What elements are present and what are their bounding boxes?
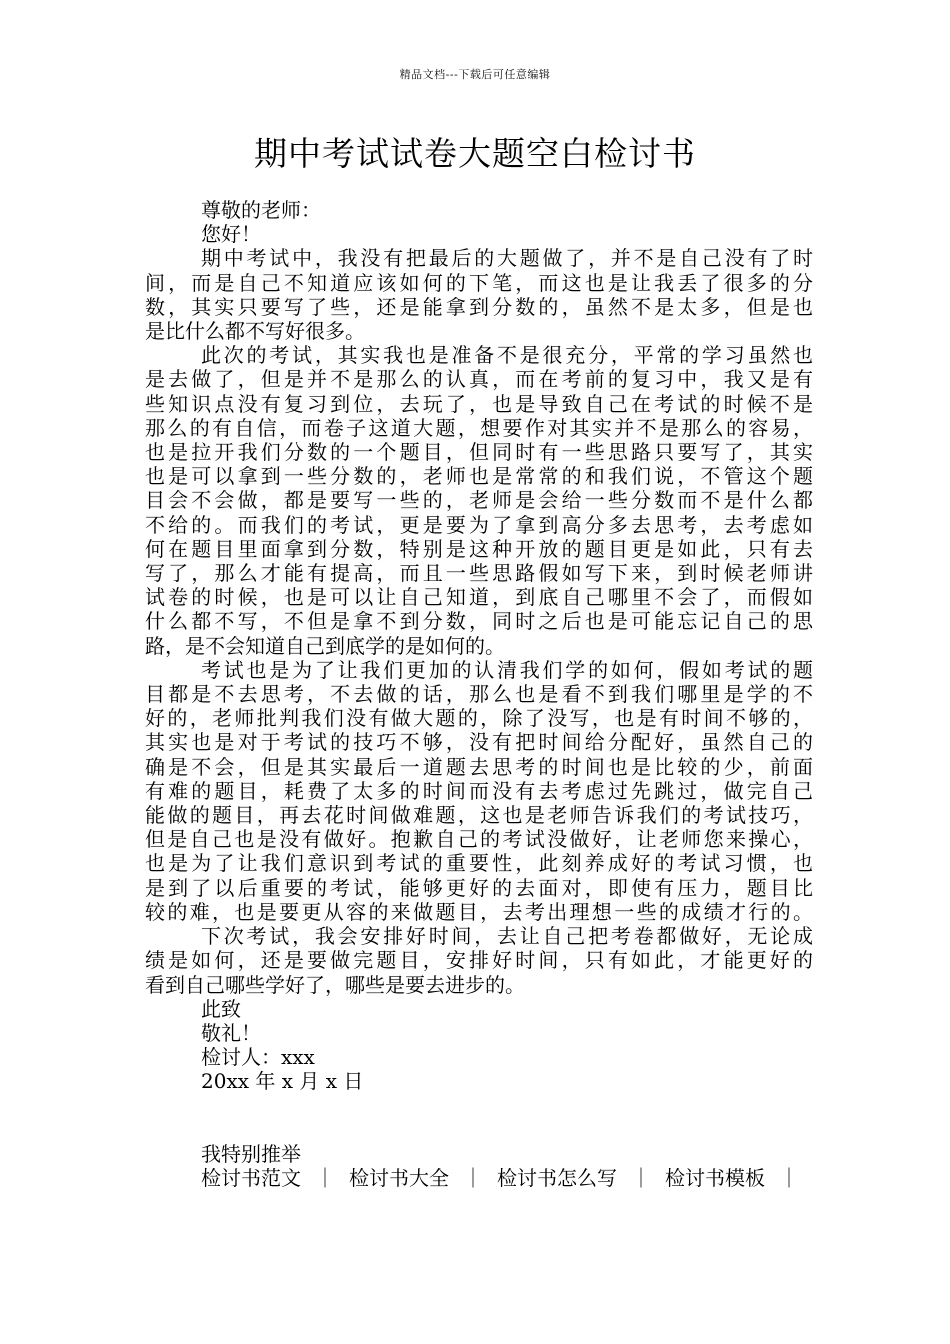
link-muban[interactable]: 检讨书模板 bbox=[665, 1165, 765, 1190]
paragraph-line: 是去做了，但是并不是那么的认真，而在考前的复习中，我又是有 bbox=[145, 367, 813, 392]
date: 20xx 年 x 月 x 日 bbox=[201, 1069, 364, 1094]
paragraph-line: 也是可以拿到一些分数的，老师也是常常的和我们说，不管这个题 bbox=[145, 464, 813, 489]
document-title: 期中考试试卷大题空白检讨书 bbox=[254, 134, 696, 173]
paragraph-line: 何在题目里面拿到分数，特别是这种开放的题目更是如此，只有去 bbox=[145, 536, 813, 561]
paragraph-line: 些知识点没有复习到位，去玩了，也是导致自己在考试的时候不是 bbox=[145, 391, 813, 416]
paragraph-line: 能做的题目，再去花时间做难题，这也是老师告诉我们的考试技巧， bbox=[145, 803, 813, 828]
paragraph-line: 数，其实只要写了些，还是能拿到分数的，虽然不是太多，但是也 bbox=[145, 294, 813, 319]
recommend-label: 我特别推举 bbox=[201, 1141, 301, 1166]
link-separator: ｜ bbox=[315, 1165, 335, 1190]
paragraph-line: 是比什么都不写好很多。 bbox=[145, 319, 365, 344]
paragraph-line: 好的，老师批判我们没有做大题的，除了没写，也是有时间不够的， bbox=[145, 706, 813, 731]
paragraph-line: 较的难，也是要更从容的来做题目，去考出理想一些的成绩才行的。 bbox=[145, 899, 813, 924]
paragraph-line: 绩是如何，还是要做完题目，安排好时间，只有如此，才能更好的 bbox=[145, 948, 813, 973]
link-separator: ｜ bbox=[779, 1165, 799, 1190]
paragraph-line: 有难的题目，耗费了太多的时间而没有去考虑过先跳过，做完自己 bbox=[145, 778, 813, 803]
paragraph-line: 写了，那么才能有提高，而且一些思路假如写下来，到时候老师讲 bbox=[145, 561, 813, 586]
paragraph-line: 什么都不写，不但是拿不到分数，同时之后也是可能忘记自己的思 bbox=[145, 609, 813, 634]
page-header: 精品文档---下载后可任意编辑 bbox=[399, 68, 551, 81]
paragraph-line: 考试也是为了让我们更加的认清我们学的如何，假如考试的题 bbox=[201, 657, 813, 682]
paragraph-line: 目会不会做，都是要写一些的，老师是会给一些分数而不是什么都 bbox=[145, 488, 813, 513]
paragraph-line: 也是拉开我们分数的一个题目，但同时有一些思路只要写了，其实 bbox=[145, 440, 813, 465]
link-daquan[interactable]: 检讨书大全 bbox=[349, 1165, 449, 1190]
author-signature: 检讨人：xxx bbox=[201, 1045, 315, 1070]
paragraph-3 bbox=[145, 658, 813, 924]
paragraph-line: 不给的。而我们的考试，更是要为了拿到高分多去思考，去考虑如 bbox=[145, 512, 813, 537]
paragraph-line: 看到自己哪些学好了，哪些是要去进步的。 bbox=[145, 972, 525, 997]
closing-jingli: 敬礼！ bbox=[201, 1020, 261, 1045]
paragraph-line: 间，而是自己不知道应该如何的下笔，而这也是让我丢了很多的分 bbox=[145, 270, 813, 295]
recommend-links bbox=[145, 1166, 813, 1190]
paragraph-2 bbox=[145, 343, 813, 658]
paragraph-line: 试卷的时候，也是可以让自己知道，到底自己哪里不会了，而假如 bbox=[145, 585, 813, 610]
spacer bbox=[145, 1094, 813, 1142]
closing-cizhi: 此致 bbox=[201, 996, 241, 1021]
paragraph-line: 期中考试中，我没有把最后的大题做了，并不是自己没有了时 bbox=[201, 246, 813, 271]
paragraph-line: 确是不会，但是其实最后一道题去思考的时间也是比较的少，前面 bbox=[145, 754, 813, 779]
salutation: 尊敬的老师： bbox=[201, 198, 321, 222]
paragraph-line: 其实也是对于考试的技巧不够，没有把时间给分配好，虽然自己的 bbox=[145, 730, 813, 755]
paragraph-line: 是到了以后重要的考试，能够更好的去面对，即使有压力，题目比 bbox=[145, 875, 813, 900]
paragraph-line: 但是自己也是没有做好。抱歉自己的考试没做好，让老师您来操心， bbox=[145, 827, 813, 852]
paragraph-line: 路，是不会知道自己到底学的是如何的。 bbox=[145, 633, 505, 658]
paragraph-line: 目都是不去思考，不去做的话，那么也是看不到我们哪里是学的不 bbox=[145, 682, 813, 707]
document-body bbox=[145, 198, 813, 1190]
paragraph-line: 也是为了让我们意识到考试的重要性，此刻养成好的考试习惯，也 bbox=[145, 851, 813, 876]
paragraph-line: 那么的有自信，而卷子这道大题，想要作对其实并不是那么的容易， bbox=[145, 415, 813, 440]
paragraph-4 bbox=[145, 924, 813, 997]
paragraph-1 bbox=[145, 246, 813, 343]
greeting: 您好！ bbox=[201, 222, 261, 247]
paragraph-line: 此次的考试，其实我也是准备不是很充分，平常的学习虽然也 bbox=[201, 343, 813, 368]
link-fanwen[interactable]: 检讨书范文 bbox=[201, 1165, 301, 1190]
link-zenmexie[interactable]: 检讨书怎么写 bbox=[497, 1165, 617, 1190]
paragraph-line: 下次考试，我会安排好时间，去让自己把考卷都做好，无论成 bbox=[201, 924, 813, 949]
link-separator: ｜ bbox=[463, 1165, 483, 1190]
link-separator: ｜ bbox=[631, 1165, 651, 1190]
